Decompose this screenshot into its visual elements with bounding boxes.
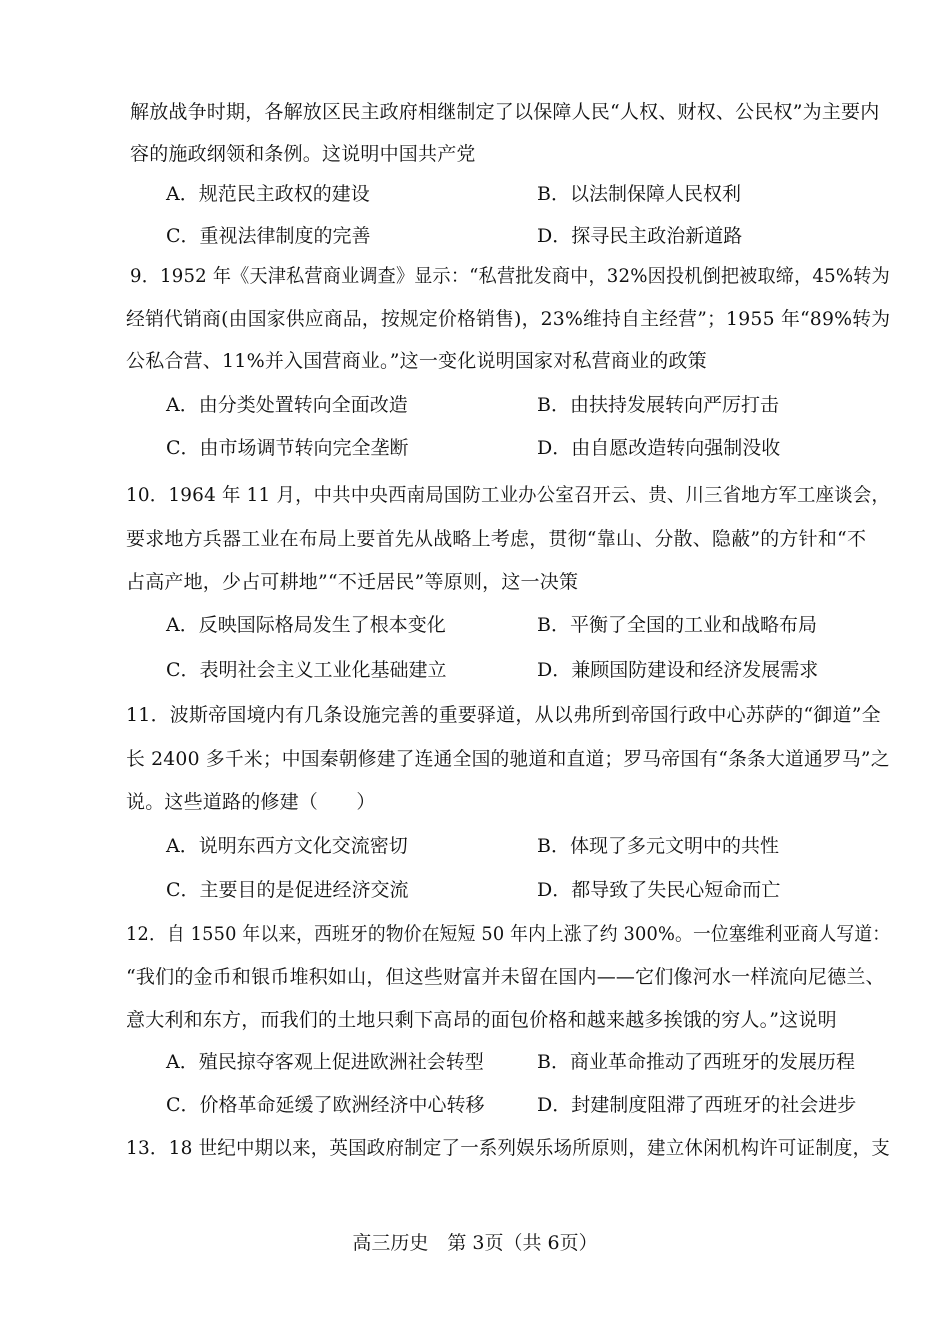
q9-option-c: C．由市场调节转向完全垄断 <box>166 437 409 459</box>
q12-option-a: A．殖民掠夺客观上促进欧洲社会转型 <box>166 1051 484 1073</box>
q11-stem-line-2: 长 2400 多千米；中国秦朝修建了连通全国的驰道和直道；罗马帝国有“条条大道通罗马”之 <box>126 748 890 770</box>
q9-option-b: B．由扶持发展转向严厉打击 <box>537 394 779 416</box>
q9-option-d: D．由自愿改造转向强制没收 <box>537 437 781 459</box>
q9-stem-line-2: 经销代销商(由国家供应商品，按规定价格销售)，23%维持自主经营”；1955 年“89%转为 <box>126 308 891 330</box>
q11-option-d: D．都导致了失民心短命而亡 <box>537 879 781 901</box>
q8-option-a: A．规范民主政权的建设 <box>166 183 370 205</box>
q11-option-c: C．主要目的是促进经济交流 <box>166 879 409 901</box>
q12-option-c: C．价格革命延缓了欧洲经济中心转移 <box>166 1094 485 1116</box>
q12-stem-line-1: 12．自 1550 年以来，西班牙的物价在短短 50 年内上涨了约 300%。一位塞维利亚商人写道： <box>126 923 891 945</box>
q10-option-d: D．兼顾国防建设和经济发展需求 <box>537 659 819 681</box>
q12-stem-line-2: “我们的金币和银币堆积如山，但这些财富并未留在国内——它们像河水一样流向尼德兰、 <box>126 966 885 988</box>
q12-option-b: B．商业革命推动了西班牙的发展历程 <box>537 1051 855 1073</box>
q8-option-b: B．以法制保障人民权利 <box>537 183 741 205</box>
q10-stem-line-1: 10．1964 年 11 月，中共中央西南局国防工业办公室召开云、贵、川三省地方军工座谈会， <box>126 484 891 506</box>
q10-stem-line-3: 占高产地，少占可耕地”“不迁居民”等原则，这一决策 <box>126 571 579 593</box>
q11-stem-line-1: 11．波斯帝国境内有几条设施完善的重要驿道，从以弗所到帝国行政中心苏萨的“御道”全 <box>126 704 881 726</box>
q8-option-d: D．探寻民主政治新道路 <box>537 225 743 247</box>
q9-option-a: A．由分类处置转向全面改造 <box>166 394 408 416</box>
q10-option-a: A．反映国际格局发生了根本变化 <box>166 614 446 636</box>
q11-option-a: A．说明东西方文化交流密切 <box>166 835 408 857</box>
q12-stem-line-3: 意大利和东方，而我们的土地只剩下高昂的面包价格和越来越多挨饿的穷人。”这说明 <box>126 1009 837 1031</box>
q9-stem-line-3: 公私合营、11%并入国营商业。”这一变化说明国家对私营商业的政策 <box>126 350 707 372</box>
q9-stem-line-1: 9．1952 年《天津私营商业调查》显示：“私营批发商中，32%因投机倒把被取缔，45%转为 <box>130 265 890 287</box>
q13-stem-line-1: 13．18 世纪中期以来，英国政府制定了一系列娱乐场所原则，建立休闲机构许可证制度，支 <box>126 1137 890 1159</box>
q10-stem-line-2: 要求地方兵器工业在布局上要首先从战略上考虑，贯彻“靠山、分散、隐蔽”的方针和“不 <box>126 528 867 550</box>
page-footer: 高三历史 第 3页（共 6页） <box>352 1232 598 1254</box>
q11-option-b: B．体现了多元文明中的共性 <box>537 835 779 857</box>
q10-option-b: B．平衡了全国的工业和战略布局 <box>537 614 817 636</box>
q11-stem-line-3: 说。这些道路的修建（ ） <box>126 791 376 813</box>
q10-option-c: C．表明社会主义工业化基础建立 <box>166 659 447 681</box>
q8-stem-line-2: 容的施政纲领和条例。这说明中国共产党 <box>130 143 476 165</box>
q8-option-c: C．重视法律制度的完善 <box>166 225 371 247</box>
q12-option-d: D．封建制度阻滞了西班牙的社会进步 <box>537 1094 857 1116</box>
q8-stem-line-1: 解放战争时期，各解放区民主政府相继制定了以保障人民“人权、财权、公民权”为主要内 <box>130 101 880 123</box>
